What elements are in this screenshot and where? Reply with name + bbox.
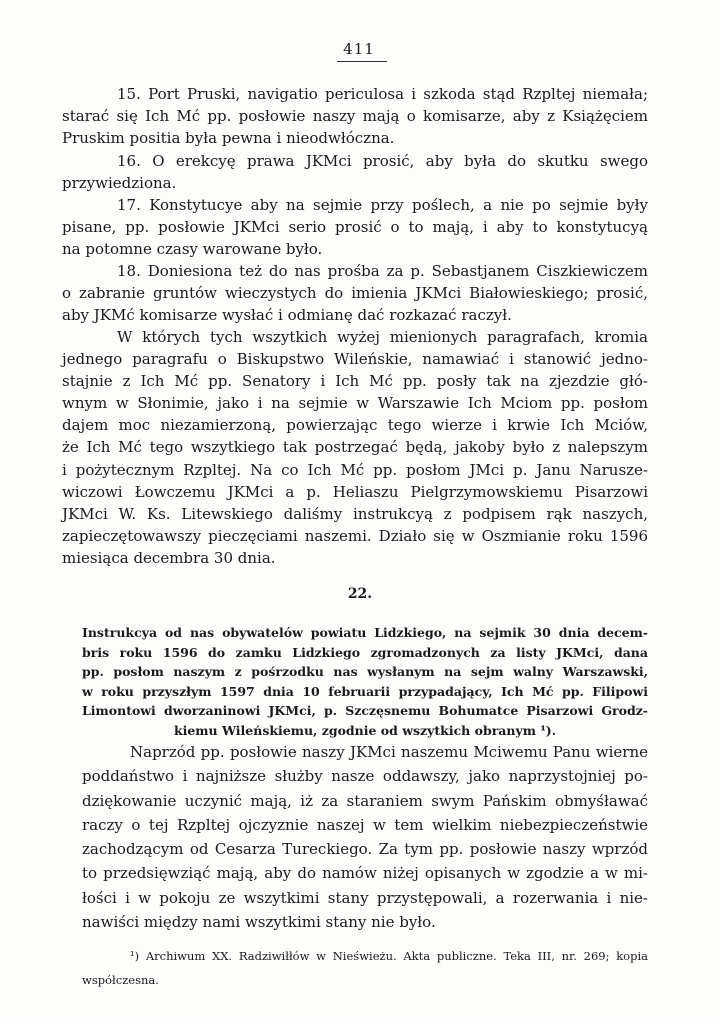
text-line: wnym w Słonimie, jako i na sejmie w Warszawie Ich Mciom pp. posłom [62, 394, 648, 413]
text-line: nawiści między nami wszytkimi stany nie było. [82, 913, 436, 932]
heading-line: w roku przyszłym 1597 dnia 10 februarii przypadający, Ich Mć pp. Filipowi [82, 683, 648, 699]
text-line: na potomne czasy warowane było. [62, 240, 323, 259]
text-line: że Ich Mć tego wszytkiego tak postrzegać będą, jakoby było z nalepszym [62, 438, 648, 457]
paragraph-17 [62, 194, 648, 260]
text-line: 18. Doniesiona też do nas prośba za p. Sebastjanem Ciszkiewiczem [117, 262, 648, 280]
footnote-line: ¹) Archiwum XX. Radziwiłłów w Nieświeżu. Akta publiczne. Teka III, nr. 269; kopia [130, 949, 648, 963]
text-line: przywiedziona. [62, 174, 177, 193]
heading-line: Instrukcya od nas obywatelów powiatu Lidzkiego, na sejmik 30 dnia decem- [82, 625, 648, 640]
text-line: 17. Konstytucye aby na sejmie przy poślech, a nie po sejmie były [117, 196, 648, 214]
text-line: jednego paragrafu o Biskupstwo Wileńskie, namawiać i stanowić jedno- [62, 350, 648, 369]
footnote [82, 944, 648, 992]
text-line: poddaństwo i najniższe służby nasze oddawszy, jako naprzystojniej po- [82, 767, 648, 786]
text-line: zachodzącym od Cesarza Tureckiego. Za tym pp. posłowie naszy wprzód [82, 840, 648, 859]
text-line: wiczowi Łowczemu JKMci a p. Heliaszu Pielgrzymowskiemu Pisarzowi [62, 482, 648, 501]
heading-line: kiemu Wileńskiemu, zgodnie od wszytkich obranym ¹). [173, 722, 557, 738]
page-number-rule [337, 61, 387, 62]
text-line: aby JKMć komisarze wysłać i odmianę dać rozkazać raczył. [62, 306, 512, 325]
text-line: to przedsięwziąć mają, aby do namów niżej opisanych w zgodzie a w mi- [82, 864, 648, 883]
document-heading [82, 623, 648, 740]
page-number: 411 [343, 40, 375, 58]
text-line: stajnie z Ich Mć pp. Senatory i Ich Mć pp. posły tak na zjezdzie głó- [62, 372, 648, 391]
document-number: 22. [347, 586, 373, 602]
closing-paragraph [62, 326, 648, 569]
text-line: W których tych wszytkich wyżej mienionych paragrafach, kromia [117, 328, 648, 346]
text-line: 16. O erekcyę prawa JKMci prosić, aby była do skutku swego [117, 152, 648, 170]
document-body [82, 740, 648, 934]
text-line: i pożytecznym Rzpltej. Na co Ich Mć pp. posłom JMci p. Janu Narusze- [62, 460, 648, 479]
paragraph-15 [62, 83, 648, 149]
text-line: zapieczętowawszy pieczęciami naszemi. Działo się w Oszmianie roku 1596 [62, 526, 648, 545]
text-line: 15. Port Pruski, navigatio periculosa i szkoda stąd Rzpltej niemała; [117, 85, 648, 103]
text-line: łości i w pokoju ze wszytkimi stany przystępowali, a rozerwania i nie- [82, 888, 648, 907]
text-line: miesiąca decembra 30 dnia. [62, 548, 276, 567]
footnote-line: współczesna. [82, 973, 159, 987]
heading-line: Limontowi dworzaninowi JKMci, p. Szczęsnemu Bohumatce Pisarzowi Grodz- [82, 703, 648, 718]
text-line: Naprzód pp. posłowie naszy JKMci naszemu Mciwemu Panu wierne [130, 743, 648, 761]
text-line: Pruskim positia była pewna i nieodwłóczna. [62, 129, 395, 148]
text-line: JKMci W. Ks. Litewskiego daliśmy instrukcyą z podpisem rąk naszych, [62, 504, 648, 523]
heading-line: pp. posłom naszym z pośrzodku nas wysłanym na sejm walny Warszawski, [82, 664, 648, 679]
heading-line: bris roku 1596 do zamku Lidzkiego zgromadzonych za listy JKMci, dana [82, 644, 648, 660]
text-line: dziękowanie uczynić mają, iż za staraniem swym Pańskim obmyśławać [82, 791, 648, 810]
paragraph-18 [62, 260, 648, 326]
paragraph-16 [62, 150, 648, 194]
text-line: raczy o tej Rzpltej ojczyznie naszej w tem wielkim niebezpieczeństwie [82, 815, 648, 834]
text-line: dajem moc niezamierzoną, powierzając tego wierze i krwie Ich Mciów, [62, 416, 648, 435]
text-line: o zabranie gruntów wieczystych do imienia JKMci Białowieskiego; prosić, [62, 284, 648, 303]
text-line: pisane, pp. posłowie JKMci serio prosić o to mają, i aby to konstytucyą [62, 218, 648, 237]
text-line: starać się Ich Mć pp. posłowie naszy mają o komisarze, aby z Książęciem [62, 107, 648, 126]
